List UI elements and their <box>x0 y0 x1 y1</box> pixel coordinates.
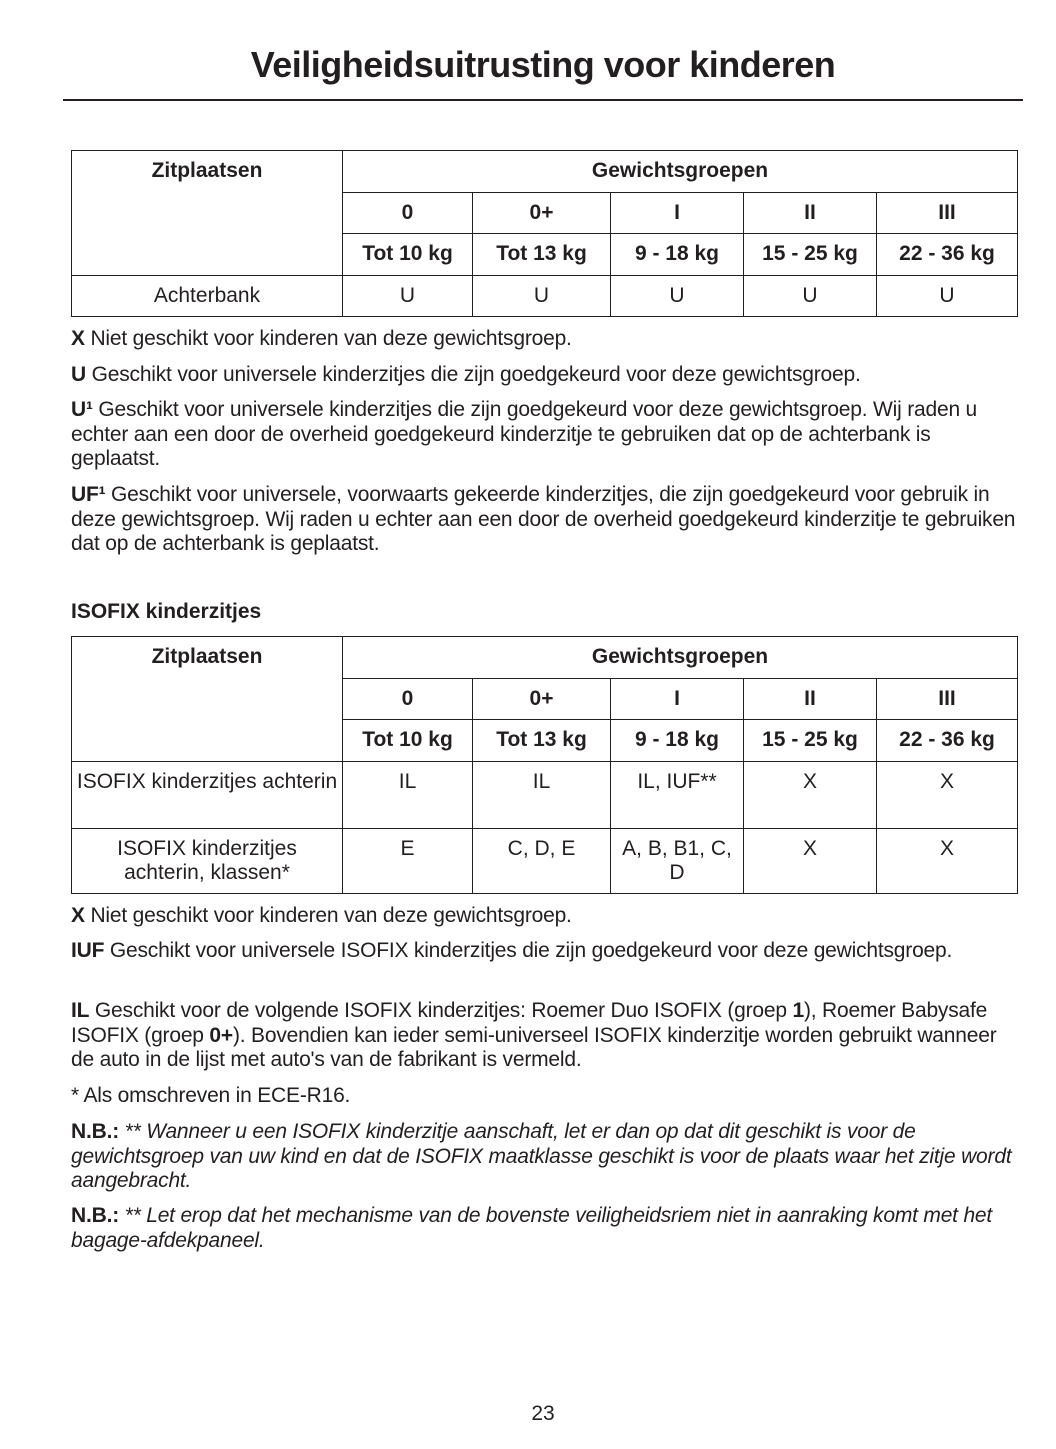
weight-header: 9 - 18 kg <box>611 720 744 762</box>
seat-suitability-table <box>71 150 1018 317</box>
value-cell: U <box>744 275 877 317</box>
title-divider <box>63 99 1023 101</box>
group-header: I <box>611 192 744 234</box>
legend-u1 <box>71 398 1021 472</box>
value-cell: X <box>877 761 1018 828</box>
legend-il <box>71 999 1021 1073</box>
seat-cell: Achterbank <box>72 275 343 317</box>
value-cell: IL, IUF** <box>611 761 744 828</box>
legend-key: X <box>71 904 85 927</box>
legend-key: IL <box>71 999 90 1022</box>
weight-header: 22 - 36 kg <box>877 234 1018 276</box>
group-header: 0+ <box>473 192 611 234</box>
footnote: * Als omschreven in ECE-R16. <box>71 1084 351 1107</box>
value-cell: C, D, E <box>473 828 611 893</box>
value-cell: U <box>877 275 1018 317</box>
note-text: ** Wanneer u een ISOFIX kinderzitje aanschaft, let er dan op dat dit geschikt is voor de gewichtsgroep van uw kind en dat de ISOFIX maatklasse geschikt is voor de plaats waar het zitje wordt aangebracht. <box>71 1120 1012 1192</box>
legend-text: ). Bovendien kan ieder semi-universeel ISOFIX kinderzitje worden gebruikt wanneer de auto in de lijst met auto's van de fabrikant is vermeld. <box>71 1023 997 1071</box>
seat-cell: ISOFIX kinderzitjes achterin <box>72 761 343 828</box>
table-row <box>72 828 1018 893</box>
group-header: I <box>611 678 744 720</box>
group-header: II <box>744 678 877 720</box>
legend-text: Geschikt voor universele, voorwaarts gekeerde kinderzitjes, die zijn goedgekeurd voor gebruik in deze gewichtsgroep. Wij raden u echter aan een door de overheid goedgekeurd kinderzitje te gebruiken dat op de achterbank is geplaatst. <box>71 483 1016 555</box>
weight-header: 15 - 25 kg <box>744 234 877 276</box>
group-header: 0 <box>343 678 473 720</box>
weight-header: Tot 10 kg <box>343 720 473 762</box>
group-header: 0+ <box>473 678 611 720</box>
legend-text: Geschikt voor de volgende ISOFIX kinderzitjes: Roemer Duo ISOFIX (groep <box>89 999 793 1022</box>
note-label: N.B.: <box>71 1204 119 1227</box>
note-label: N.B.: <box>71 1120 119 1143</box>
weight-header: 22 - 36 kg <box>877 720 1018 762</box>
value-cell: IL <box>473 761 611 828</box>
group-header: 0 <box>343 192 473 234</box>
legend-u <box>71 363 1021 388</box>
legend-key: U <box>71 363 86 386</box>
groups-header: Gewichtsgroepen <box>343 637 1018 679</box>
weight-header: 15 - 25 kg <box>744 720 877 762</box>
value-cell: IL <box>343 761 473 828</box>
legend-key: U¹ <box>71 398 93 421</box>
seat-header: Zitplaatsen <box>72 151 343 276</box>
group-ref: 0+ <box>209 1023 233 1047</box>
legend-text: Niet geschikt voor kinderen van deze gewichtsgroep. <box>84 904 572 927</box>
value-cell: X <box>877 828 1018 893</box>
legend-uf1 <box>71 483 1021 557</box>
value-cell: U <box>343 275 473 317</box>
groups-header: Gewichtsgroepen <box>343 151 1018 193</box>
seat-header: Zitplaatsen <box>72 637 343 762</box>
legend-key: UF¹ <box>71 483 106 506</box>
group-header: III <box>877 192 1018 234</box>
group-header: III <box>877 678 1018 720</box>
value-cell: A, B, B1, C, D <box>611 828 744 893</box>
legend-text: ), Roemer Babysafe ISOFIX (groep <box>71 999 988 1047</box>
legend-iuf <box>71 939 1021 964</box>
legend-x <box>71 327 1021 352</box>
value-cell: E <box>343 828 473 893</box>
legend-text: Geschikt voor universele kinderzitjes die zijn goedgekeurd voor deze gewichtsgroep. <box>85 363 861 386</box>
isofix-table <box>71 636 1018 894</box>
value-cell: U <box>473 275 611 317</box>
table-row <box>72 275 1018 317</box>
legend-x-isofix <box>71 904 1021 929</box>
group-ref: 1 <box>792 999 804 1022</box>
group-header: II <box>744 192 877 234</box>
table-row <box>72 761 1018 828</box>
page-title: Veiligheidsuitrusting voor kinderen <box>250 44 836 85</box>
value-cell: X <box>744 761 877 828</box>
legend-text: Geschikt voor universele ISOFIX kinderzitjes die zijn goedgekeurd voor deze gewichtsgroep. <box>104 939 953 962</box>
value-cell: U <box>611 275 744 317</box>
weight-header: 9 - 18 kg <box>611 234 744 276</box>
value-cell: X <box>744 828 877 893</box>
weight-header: Tot 13 kg <box>473 720 611 762</box>
weight-header: Tot 13 kg <box>473 234 611 276</box>
isofix-heading: ISOFIX kinderzitjes <box>71 600 262 623</box>
note-text: ** Let erop dat het mechanisme van de bovenste veiligheidsriem niet in aanraking komt met het bagage-afdekpaneel. <box>71 1204 993 1252</box>
legend-text: Niet geschikt voor kinderen van deze gewichtsgroep. <box>84 327 572 350</box>
legend-text: Geschikt voor universele kinderzitjes die zijn goedgekeurd voor deze gewichtsgroep. Wij raden u echter aan een door de overheid goedgekeurd kinderzitje te gebruiken dat op de achterbank is geplaatst. <box>71 398 978 470</box>
note-1 <box>71 1120 1021 1194</box>
note-2 <box>71 1204 1021 1253</box>
legend-key: X <box>71 327 85 350</box>
page-number: 23 <box>531 1402 555 1425</box>
weight-header: Tot 10 kg <box>343 234 473 276</box>
seat-cell: ISOFIX kinderzitjes achterin, klassen* <box>72 828 343 893</box>
legend-key: IUF <box>71 939 105 962</box>
